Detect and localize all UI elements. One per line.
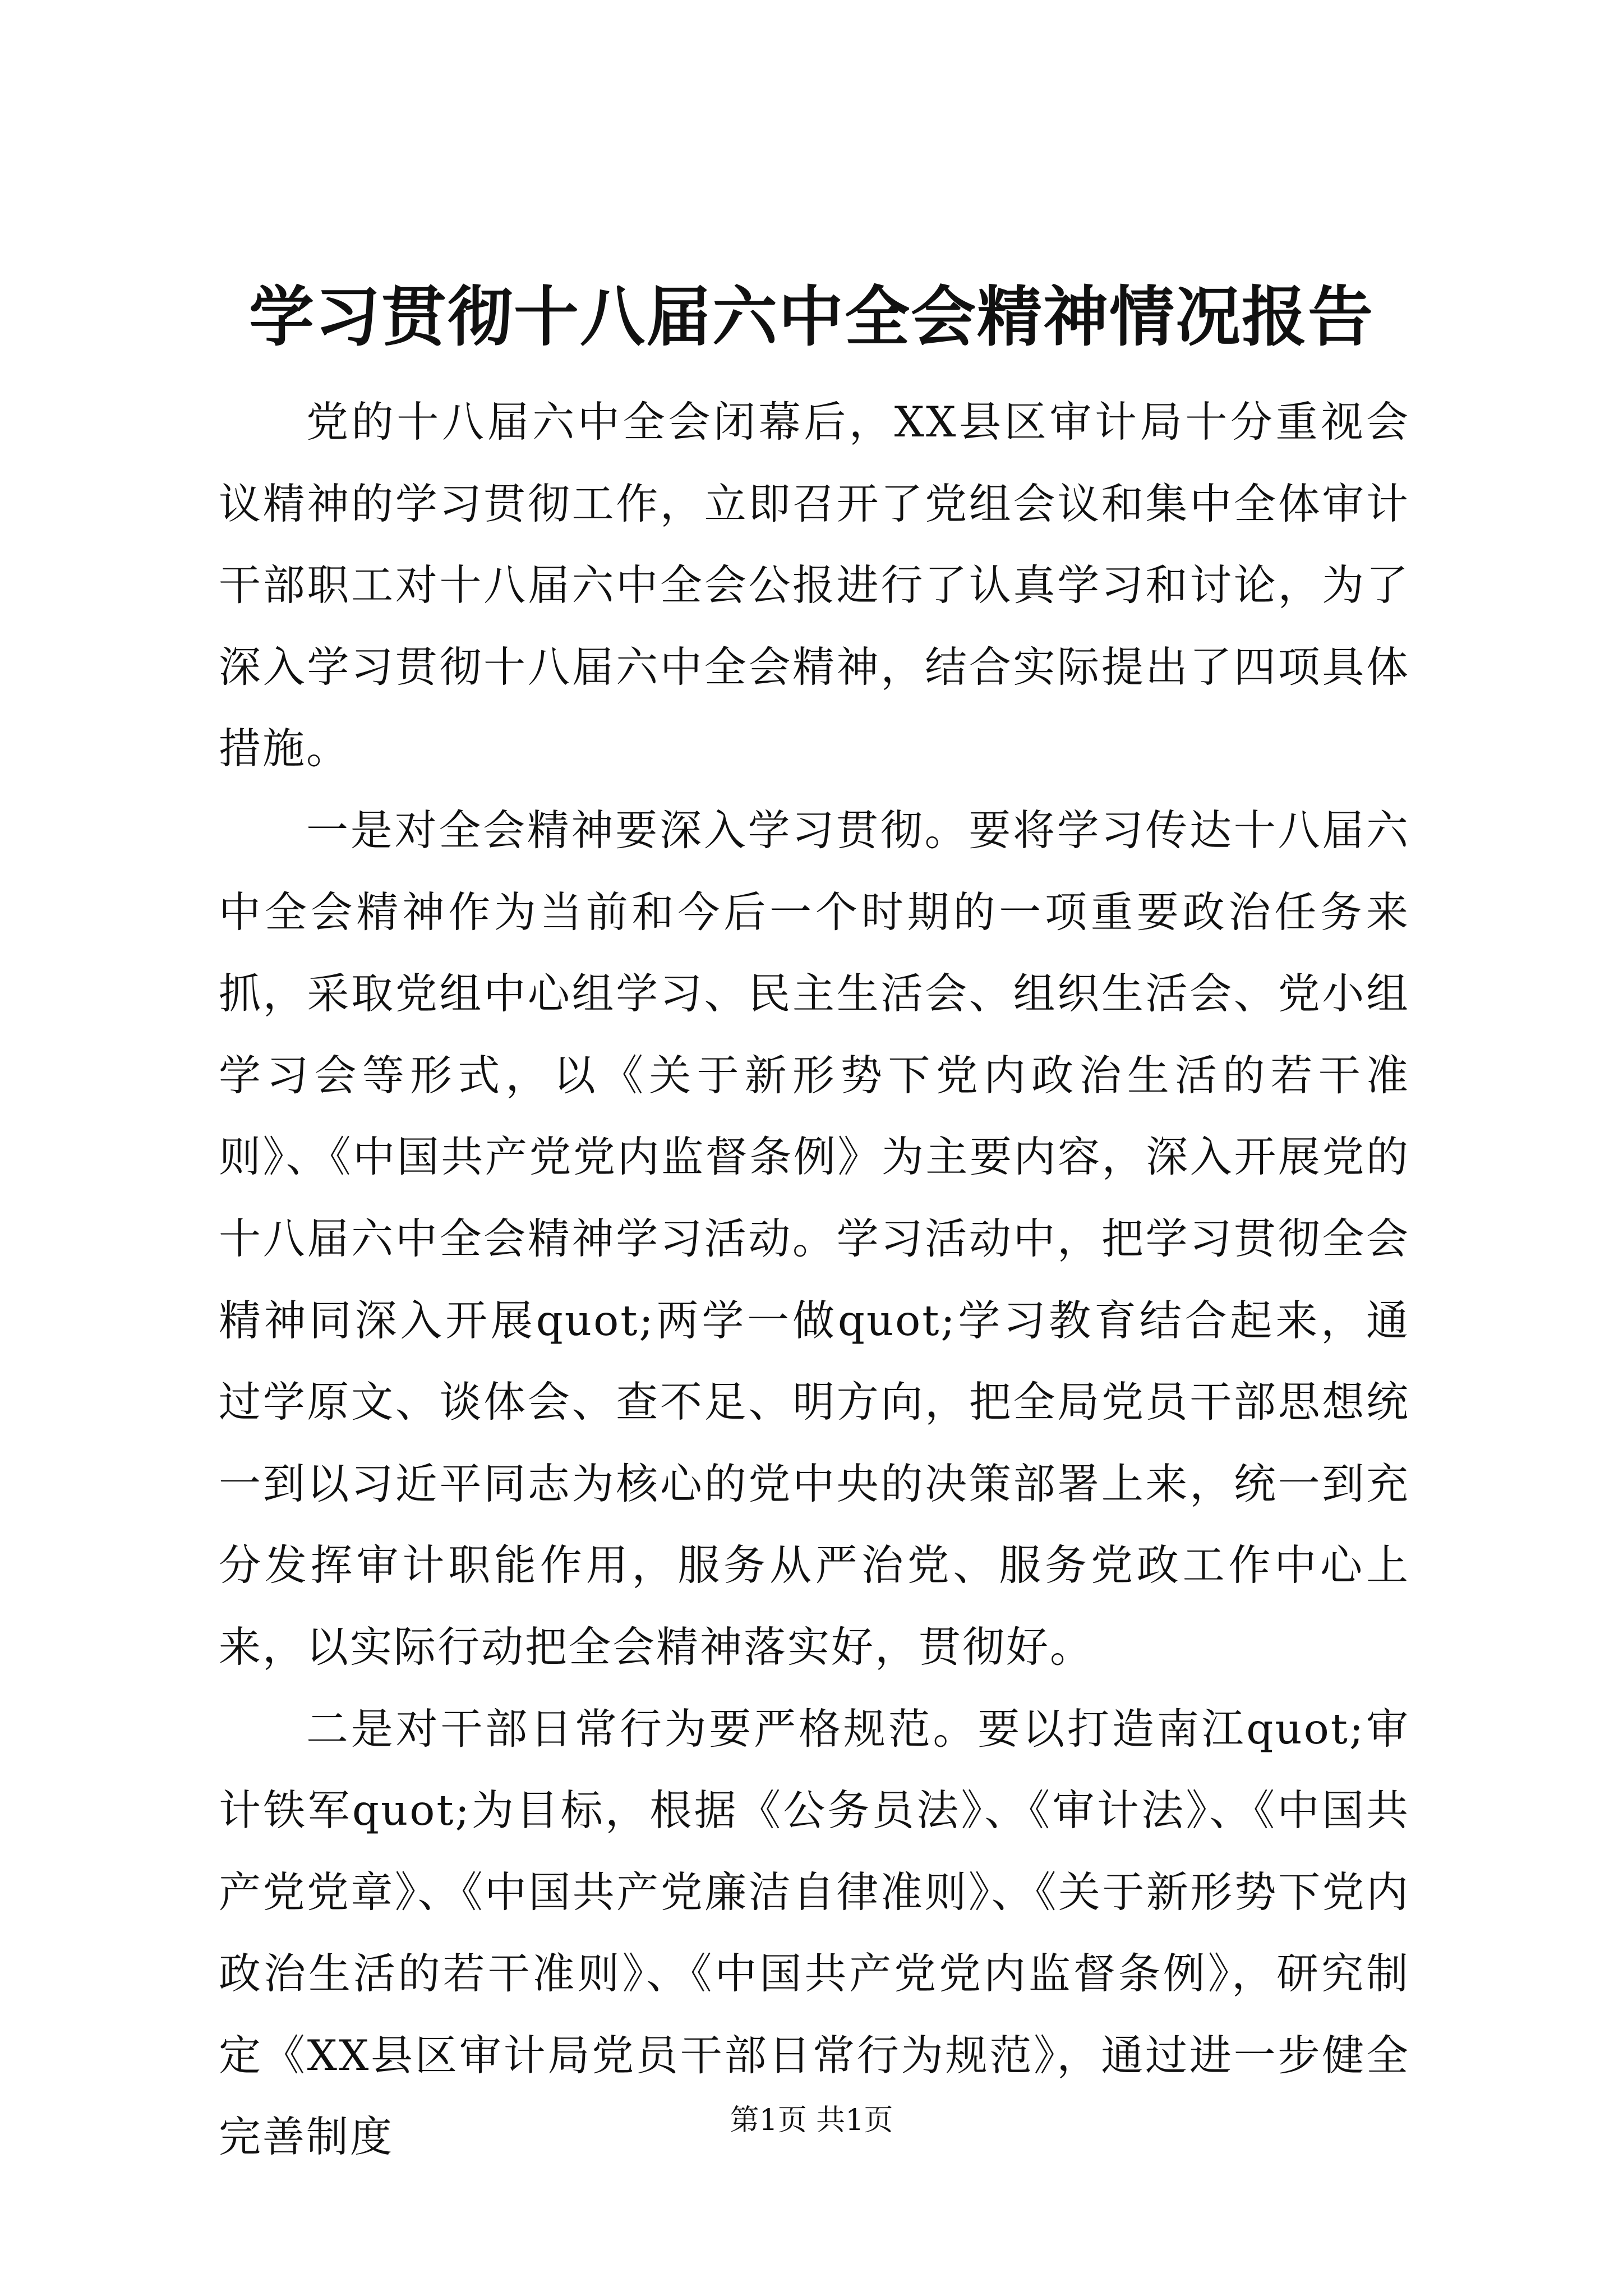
page-footer: 第1页 共1页 — [730, 2104, 893, 2137]
body-paragraph-intro: 党的十八届六中全会闭幕后，XX县区审计局十分重视会议精神的学习贯彻工作，立即召开了党组会议和集中全体审计干部职工对十八届六中全会公报进行了认真学习和讨论，为了深入学习贯彻十八届六中全会精神，结合实际提出了四项具体措施。 — [219, 397, 1410, 774]
body-paragraph-measure-one: 一是对全会精神要深入学习贯彻。要将学习传达十八届六中全会精神作为当前和今后一个时期的一项重要政治任务来抓，采取党组中心组学习、民主生活会、组织生活会、党小组学习会等形式，以《关于新形势下党内政治生活的若干准则》、《中国共产党党内监督条例》为主要内容，深入开展党的十八届六中全会精神学习活动。学习活动中，把学习贯彻全会精神同深入开展quot;两学一做quot;学习教育结合起来，通过学原文、谈体会、查不足、明方向，把全局党员干部思想统一到以习近平同志为核心的党中央的决策部署上来，统一到充分发挥审计职能作用，服务从严治党、服务党政工作中心上来，以实际行动把全会精神落实好，贯彻好。 — [219, 805, 1410, 1672]
document-title: 学习贯彻十八届六中全会精神情况报告 — [249, 279, 1374, 355]
document-body — [219, 381, 1410, 2178]
body-paragraph-measure-two: 二是对干部日常行为要严格规范。要以打造南江quot;审计铁军quot;为目标，根据《公务员法》、《审计法》、《中国共产党党章》、《中国共产党廉洁自律准则》、《关于新形势下党内政治生活的若干准则》、《中国共产党党内监督条例》，研究制定《XX县区审计局党员干部日常行为规范》，通过进一步健全完善制度 — [219, 1704, 1410, 2162]
